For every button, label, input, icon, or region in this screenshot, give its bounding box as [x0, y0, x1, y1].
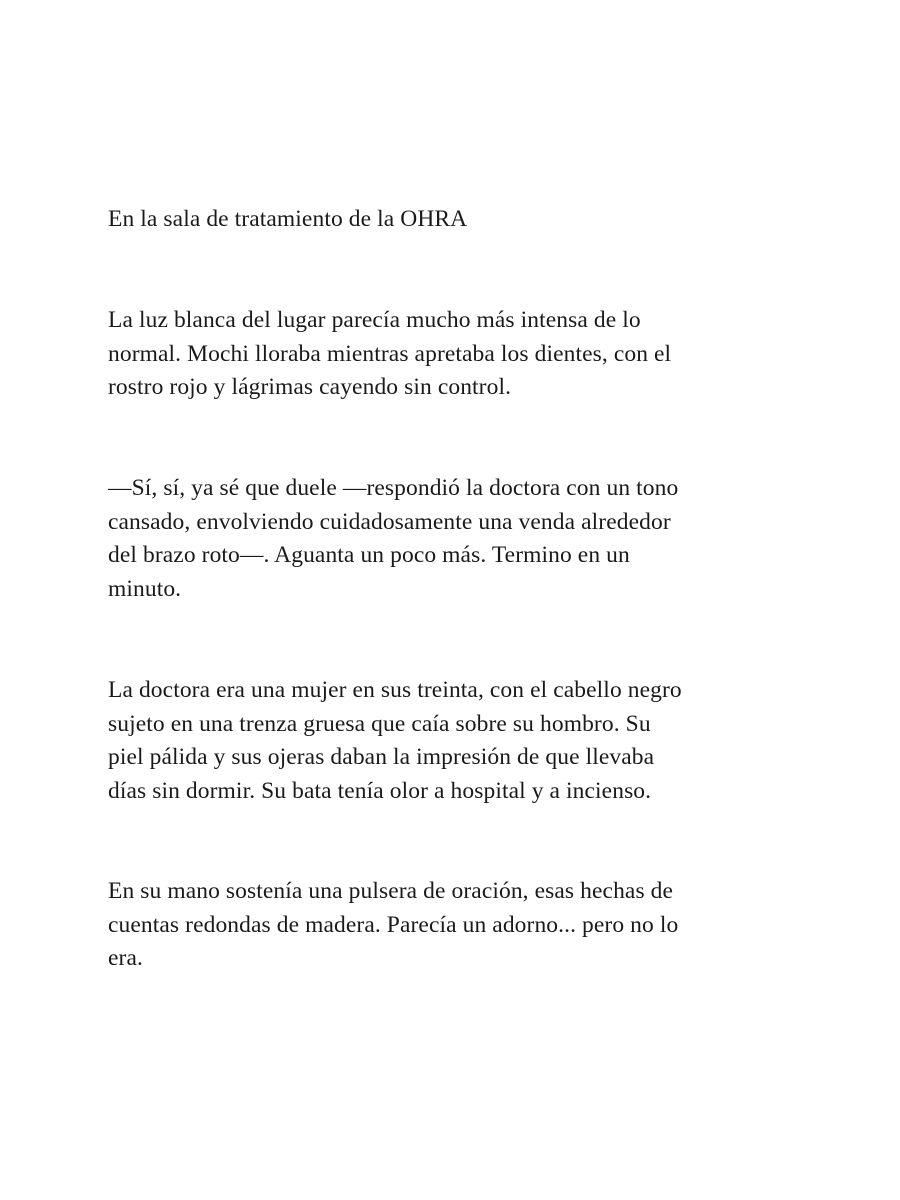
paragraph-line: piel pálida y sus ojeras daban la impresión de que llevaba [108, 744, 655, 771]
paragraph-line: —Sí, sí, ya sé que duele —respondió la doctora con un tono [108, 475, 679, 501]
paragraph-line: En su mano sostenía una pulsera de oración, esas hechas de [108, 878, 674, 904]
paragraph-line: cansado, envolviendo cuidadosamente una venda alrededor [108, 508, 671, 535]
paragraph-line: La luz blanca del lugar parecía mucho más intensa de lo [108, 307, 641, 333]
paragraph-1 [108, 304, 808, 405]
section-heading [108, 203, 808, 237]
paragraph-line: cuentas redondas de madera. Parecía un adorno... pero no lo [108, 911, 679, 938]
paragraph-line: del brazo roto—. Aguanta un poco más. Termino en un [108, 542, 630, 569]
paragraph-4 [108, 875, 808, 976]
heading-text: En la sala de tratamiento de la OHRA [108, 206, 468, 232]
paragraph-line: La doctora era una mujer en sus treinta, con el cabello negro [108, 677, 682, 703]
paragraph-line: normal. Mochi lloraba mientras apretaba los dientes, con el [108, 340, 672, 367]
paragraph-line: días sin dormir. Su bata tenía olor a hospital y a incienso. [108, 777, 652, 804]
paragraph-line: minuto. [108, 575, 182, 602]
paragraph-line: era. [108, 945, 143, 972]
paragraph-2 [108, 472, 808, 606]
paragraph-line: sujeto en una trenza gruesa que caía sobre su hombro. Su [108, 710, 651, 737]
paragraph-line: rostro rojo y lágrimas cayendo sin control. [108, 374, 512, 401]
paragraph-3 [108, 674, 808, 808]
